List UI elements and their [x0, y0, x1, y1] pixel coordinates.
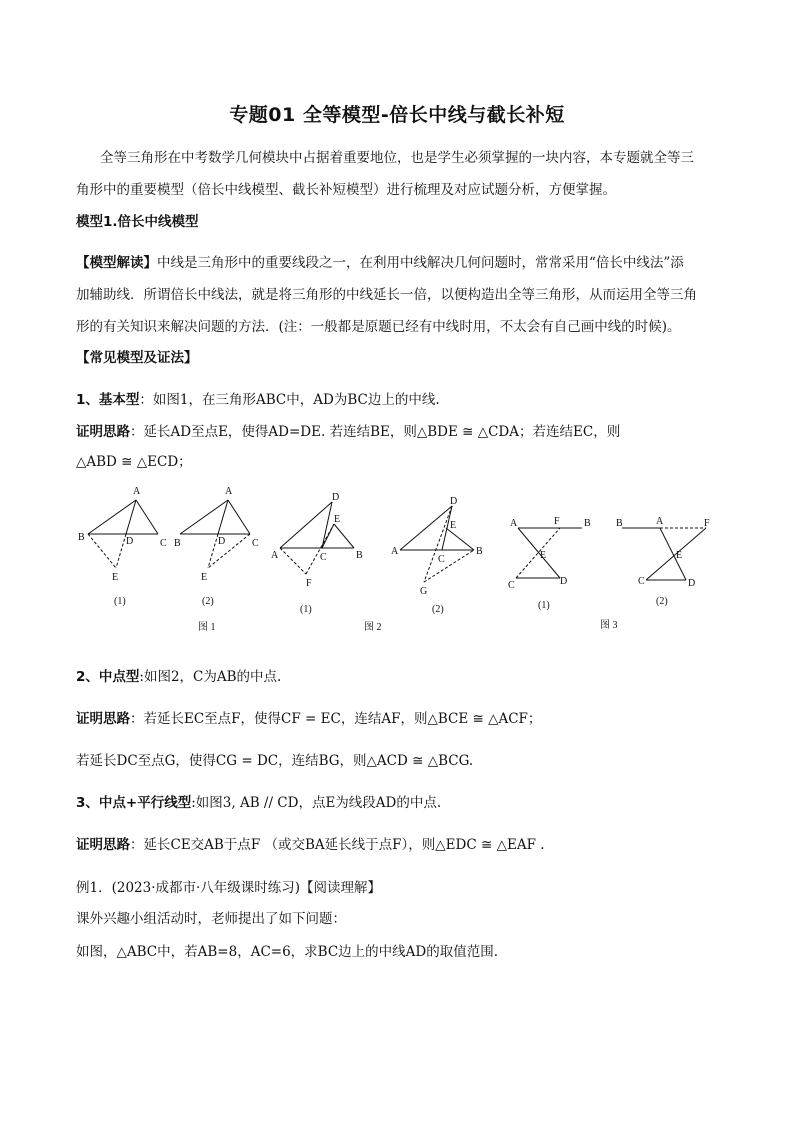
label-B: B	[616, 518, 623, 529]
sub-caption-2: (2)	[432, 604, 444, 615]
example-line-2: 如图，△ABC中，若AB=8，AC=6，求BC边上的中线AD的取值范围.	[76, 944, 499, 960]
example-line-1: 课外兴趣小组活动时，老师提出了如下问题：	[76, 911, 346, 927]
figure-3-caption: 图 3	[600, 620, 618, 631]
page-title: 专题01 全等模型-倍长中线与截长补短	[229, 104, 565, 126]
figure-1-caption: 图 1	[198, 622, 216, 633]
intro-line-1: 全等三角形在中考数学几何模块中占据着重要地位，也是学生必须掌握的一块内容，本专题就全等三	[100, 150, 694, 166]
item3-line	[76, 791, 441, 811]
label-C: C	[160, 538, 167, 549]
label-E: E	[676, 550, 683, 561]
label-E: E	[201, 572, 208, 583]
sub-caption-2: (2)	[656, 596, 668, 607]
label-B: B	[584, 518, 591, 529]
label-D: D	[450, 496, 458, 507]
item3-proof-text-1: ：延长CE交AB于点F （或交BA延长线于点F），则△EDC ≅ △EAF .	[130, 837, 545, 853]
label-B: B	[476, 546, 483, 557]
label-E: E	[450, 520, 457, 531]
label-F: F	[306, 578, 312, 589]
label-G: G	[420, 586, 428, 597]
label-B: B	[78, 532, 85, 543]
label-A: A	[510, 518, 518, 529]
figure-2-2	[400, 506, 474, 582]
intro-line-2: 角形中的重要模型（倍长中线模型、截长补短模型）进行梳理及对应试题分析，方便掌握。	[76, 182, 616, 198]
model-reading-line-1	[76, 251, 684, 271]
figure-2-caption: 图 2	[364, 622, 382, 633]
label-F: F	[554, 516, 560, 527]
model-reading-label: 【模型解读】	[76, 255, 157, 271]
sub-caption-2: (2)	[202, 596, 214, 607]
figures-group	[70, 478, 730, 648]
label-C: C	[252, 538, 259, 549]
figure-1-1	[88, 500, 158, 568]
common-models-heading: 【常见模型及证法】	[76, 350, 198, 366]
label-D: D	[688, 578, 696, 589]
item2-proof-line-1	[76, 707, 541, 727]
label-A: A	[391, 546, 399, 557]
label-C: C	[438, 554, 445, 565]
sub-caption-1: (1)	[300, 604, 312, 615]
item2-proof-label: 证明思路	[76, 711, 130, 727]
item2-proof-line-2: 若延长DC至点G，使得CG = DC，连结BG，则△ACD ≅ △BCG.	[76, 753, 474, 769]
item1-proof-text-1: ：延长AD至点E，使得AD=DE. 若连结BE，则△BDE ≅ △CDA；若连结EC，则	[130, 424, 621, 440]
sub-caption-1: (1)	[114, 596, 126, 607]
item1-proof-label: 证明思路	[76, 424, 130, 440]
label-C: C	[508, 580, 515, 591]
item2-label: 2、中点型	[76, 669, 140, 685]
label-D: D	[126, 536, 134, 547]
item2-proof-text-1: ：若延长EC至点F，使得CF = EC，连结AF，则△BCE ≅ △ACF；	[130, 711, 542, 727]
label-C: C	[320, 552, 327, 563]
item1-proof-line-1	[76, 420, 620, 440]
label-A: A	[271, 550, 279, 561]
item3-label: 3、中点+平行线型	[76, 795, 192, 811]
label-B: B	[174, 538, 181, 549]
figure-1-2	[180, 500, 250, 568]
item3-text: :如图3, AB // CD，点E为线段AD的中点.	[191, 795, 442, 811]
label-D: D	[332, 492, 340, 503]
figure-2-1	[280, 502, 354, 574]
figure-3-1	[516, 528, 582, 578]
label-E: E	[334, 514, 341, 525]
label-A: A	[225, 486, 233, 497]
label-F: F	[704, 518, 710, 529]
label-E: E	[112, 572, 119, 583]
item2-text: :如图2，C为AB的中点.	[139, 669, 282, 685]
item3-proof-line-1	[76, 833, 545, 853]
item1-line	[76, 388, 440, 408]
label-C: C	[638, 576, 645, 587]
example-heading: 例1．(2023·成都市·八年级课时练习)【阅读理解】	[76, 880, 382, 896]
model-reading-text-1: 中线是三角形中的重要线段之一，在利用中线解决几何问题时，常常采用“倍长中线法”添	[157, 255, 684, 271]
item1-label: 1、基本型	[76, 392, 140, 408]
label-E: E	[540, 550, 547, 561]
model-reading-line-2: 加辅助线．所谓倍长中线法，就是将三角形的中线延长一倍，以便构造出全等三角形，从而运用全等三角	[76, 287, 697, 303]
label-B: B	[356, 550, 363, 561]
figure-3-2	[622, 528, 706, 580]
sub-caption-1: (1)	[538, 600, 550, 611]
item1-text: ：如图1，在三角形ABC中，AD为BC边上的中线.	[139, 392, 440, 408]
item3-proof-label: 证明思路	[76, 837, 130, 853]
label-A: A	[133, 486, 141, 497]
model-reading-line-3: 形的有关知识来解决问题的方法．(注：一般都是原题已经有中线时用，不太会有自己画中线的时候)。	[76, 319, 681, 335]
item1-proof-line-2: △ABD ≅ △ECD；	[76, 454, 192, 470]
label-D: D	[560, 576, 568, 587]
model1-heading: 模型1.倍长中线模型	[76, 214, 199, 230]
label-A: A	[656, 516, 664, 527]
item2-line	[76, 665, 281, 685]
label-D: D	[218, 536, 226, 547]
